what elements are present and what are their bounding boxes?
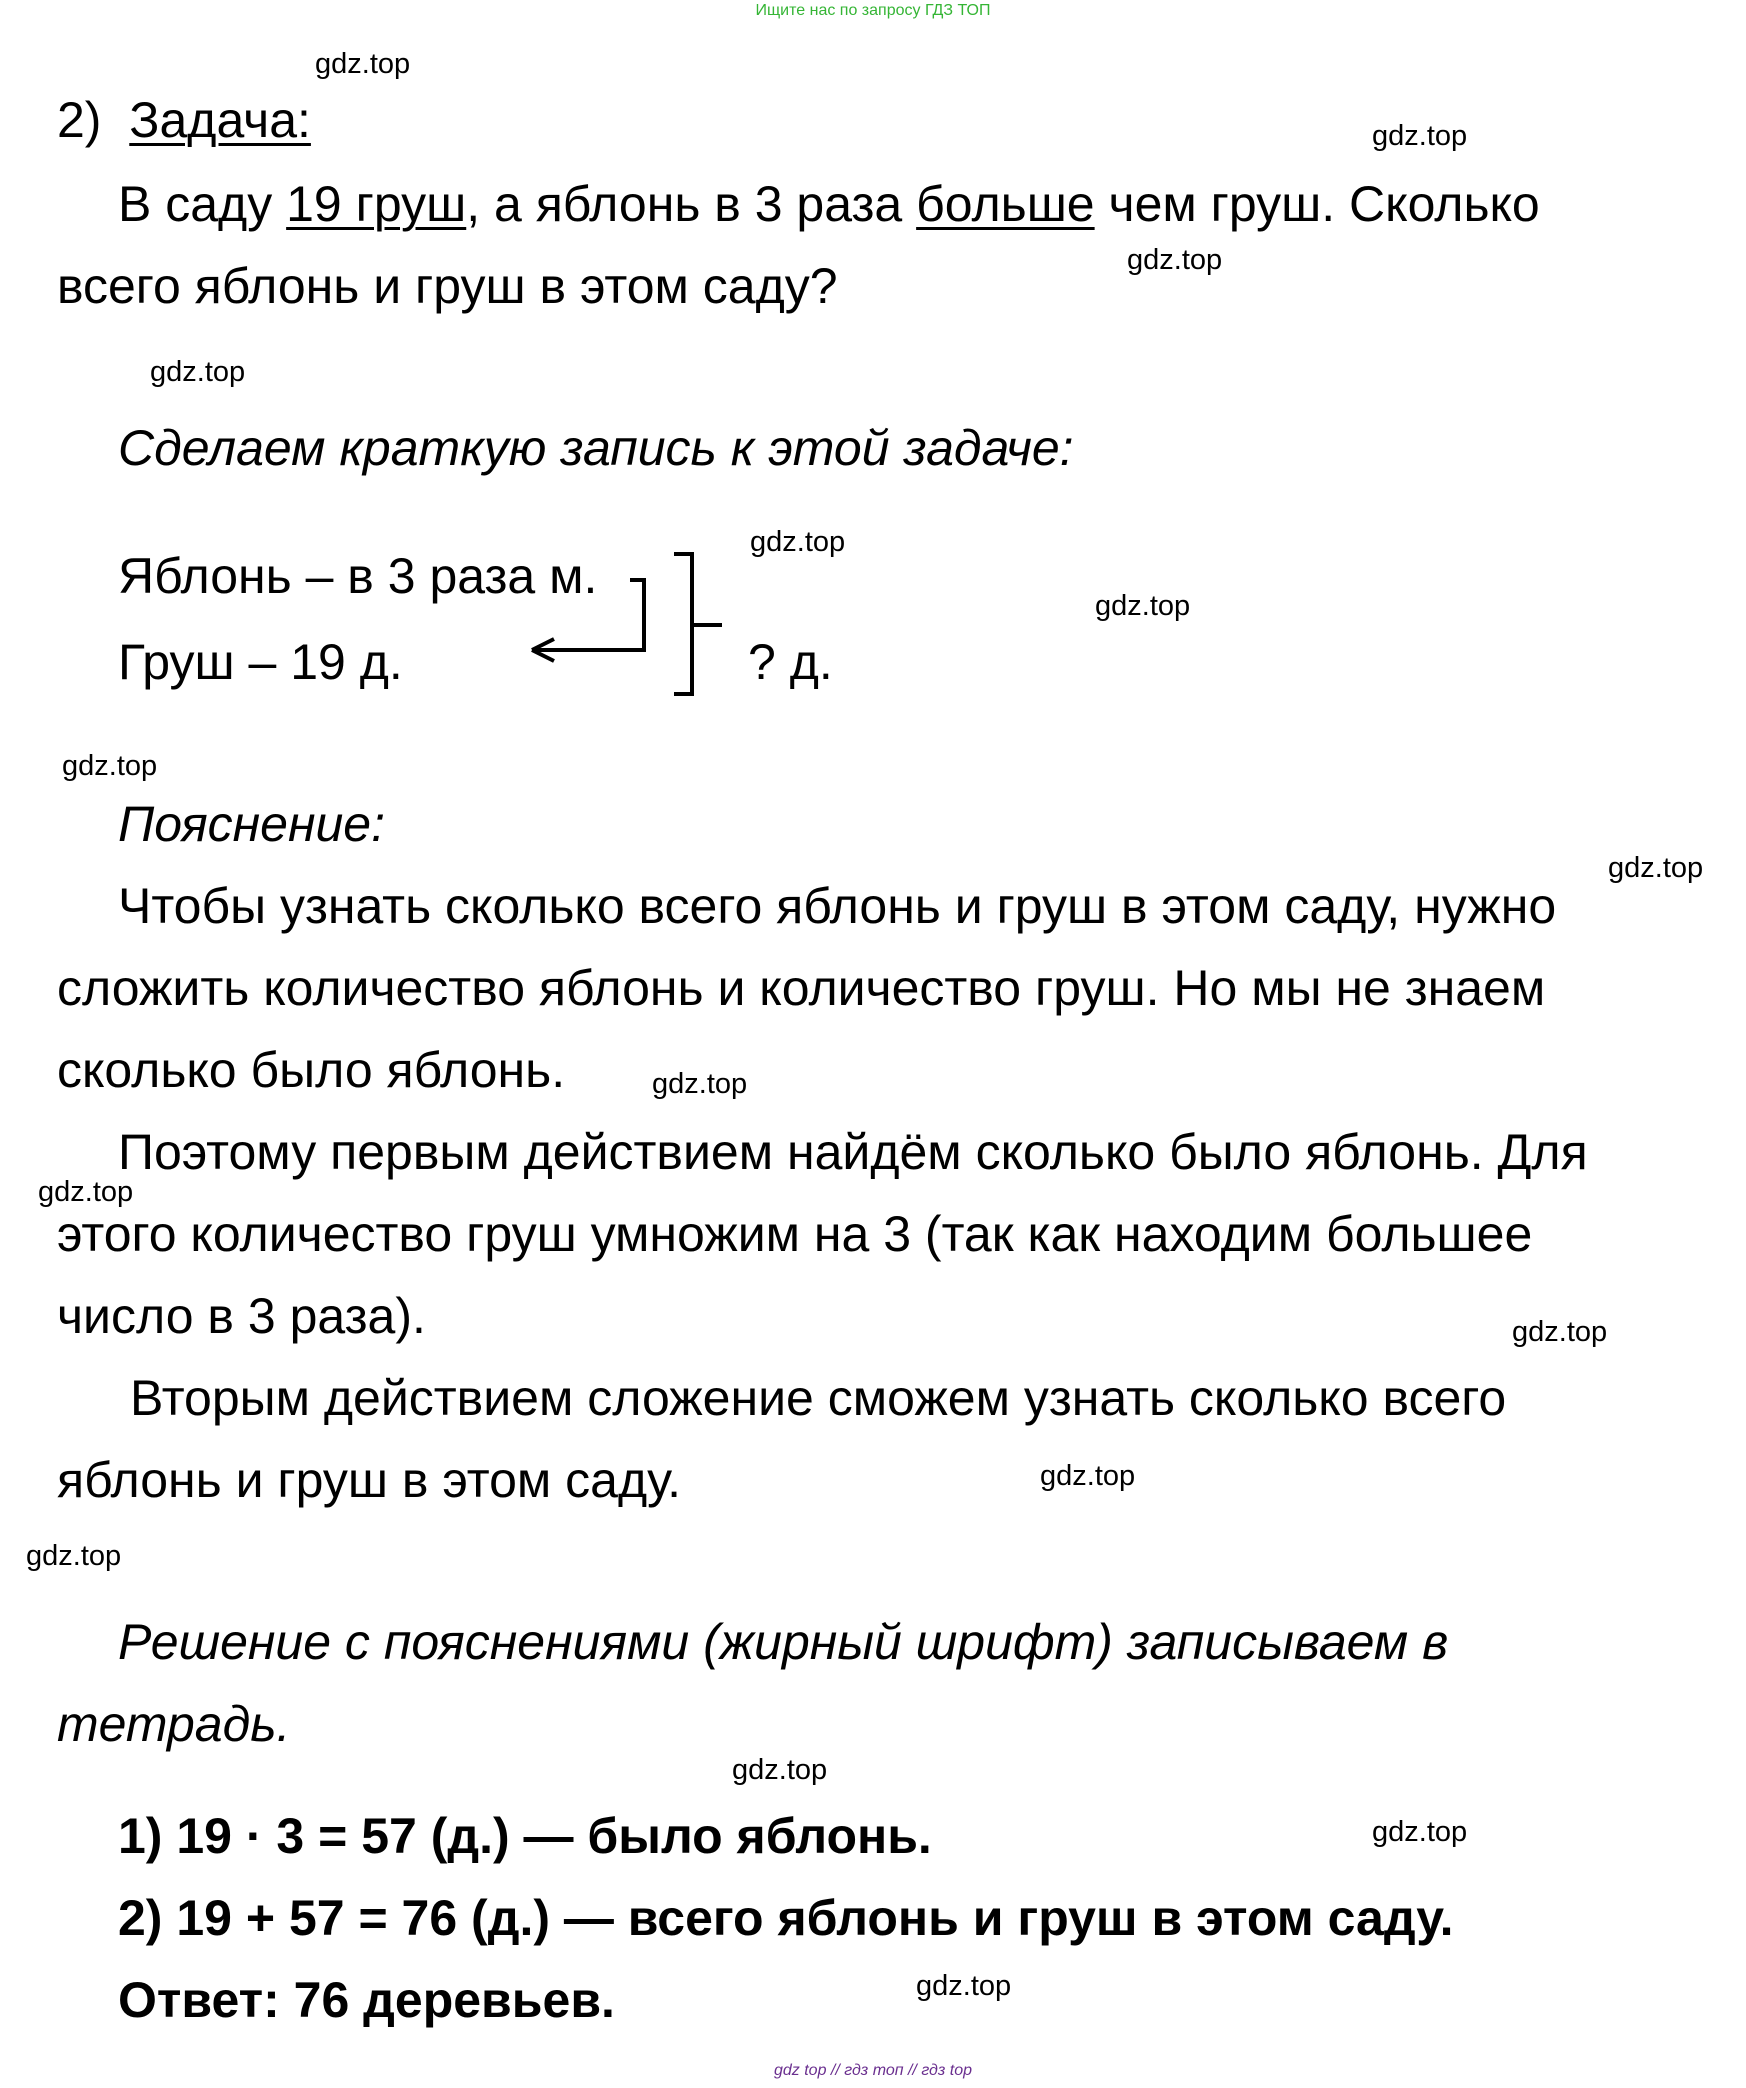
problem-text: чем груш. Сколько	[1094, 176, 1540, 232]
task-heading	[57, 92, 311, 148]
answer: Ответ: 76 деревьев.	[118, 1972, 615, 2028]
explanation-line: число в 3 раза).	[57, 1288, 426, 1344]
watermark: gdz.top	[916, 1970, 1012, 2002]
solution-intro: Решение с пояснениями (жирный шрифт) записываем в	[118, 1614, 1449, 1670]
watermark: gdz.top	[150, 356, 246, 388]
explanation-line: этого количество груш умножим на 3 (так как находим большее	[57, 1206, 1533, 1262]
problem-line-1	[118, 176, 1540, 232]
explanation-title: Пояснение:	[118, 796, 385, 852]
explanation-line: сколько было яблонь.	[57, 1042, 566, 1098]
short-note-question: ? д.	[748, 634, 833, 690]
explanation-line: Чтобы узнать сколько всего яблонь и груш в этом саду, нужно	[118, 878, 1557, 934]
pears-count: 19 груш	[286, 176, 467, 232]
problem-line-2: всего яблонь и груш в этом саду?	[57, 258, 838, 314]
explanation-line: Вторым действием сложение сможем узнать сколько всего	[130, 1370, 1507, 1426]
short-note-intro: Сделаем краткую запись к этой задаче:	[118, 420, 1074, 476]
solution-step-1: 1) 19 · 3 = 57 (д.) — было яблонь.	[118, 1808, 932, 1864]
short-note-apples: Яблонь – в 3 раза м.	[118, 548, 598, 604]
solution-intro: тетрадь.	[57, 1696, 291, 1752]
short-note-pears: Груш – 19 д.	[118, 634, 403, 690]
watermark: gdz.top	[62, 750, 158, 782]
watermark: gdz.top	[1608, 852, 1704, 884]
watermark: gdz.top	[38, 1176, 134, 1208]
watermark: gdz.top	[26, 1540, 122, 1572]
watermark: gdz.top	[1040, 1460, 1136, 1492]
watermark: gdz.top	[315, 48, 411, 80]
problem-text: , а яблонь в 3 раза	[466, 176, 917, 232]
watermark: gdz.top	[1512, 1316, 1608, 1348]
watermark: gdz.top	[1127, 244, 1223, 276]
solution-step-2: 2) 19 + 57 = 76 (д.) — всего яблонь и груш в этом саду.	[118, 1890, 1454, 1946]
watermark: gdz.top	[750, 526, 846, 558]
total-brace	[674, 554, 722, 694]
explanation-line: Поэтому первым действием найдём сколько было яблонь. Для	[118, 1124, 1588, 1180]
explanation-line: сложить количество яблонь и количество груш. Но мы не знаем	[57, 960, 1546, 1016]
more-word: больше	[916, 176, 1095, 232]
explanation-line: яблонь и груш в этом саду.	[57, 1452, 682, 1508]
watermark: gdz.top	[652, 1068, 748, 1100]
short-note-scheme	[520, 540, 760, 710]
watermark: gdz.top	[1095, 590, 1191, 622]
top-banner[interactable]: Ищите нас по запросу ГДЗ ТОП	[755, 2, 991, 19]
problem-text: В саду	[118, 176, 287, 232]
task-title: Задача:	[129, 92, 311, 148]
watermark: gdz.top	[732, 1754, 828, 1786]
footer-links[interactable]: gdz top // гдз топ // гдз top	[773, 2062, 972, 2079]
task-number: 2)	[57, 92, 102, 148]
watermark: gdz.top	[1372, 120, 1468, 152]
watermark: gdz.top	[1372, 1816, 1468, 1848]
